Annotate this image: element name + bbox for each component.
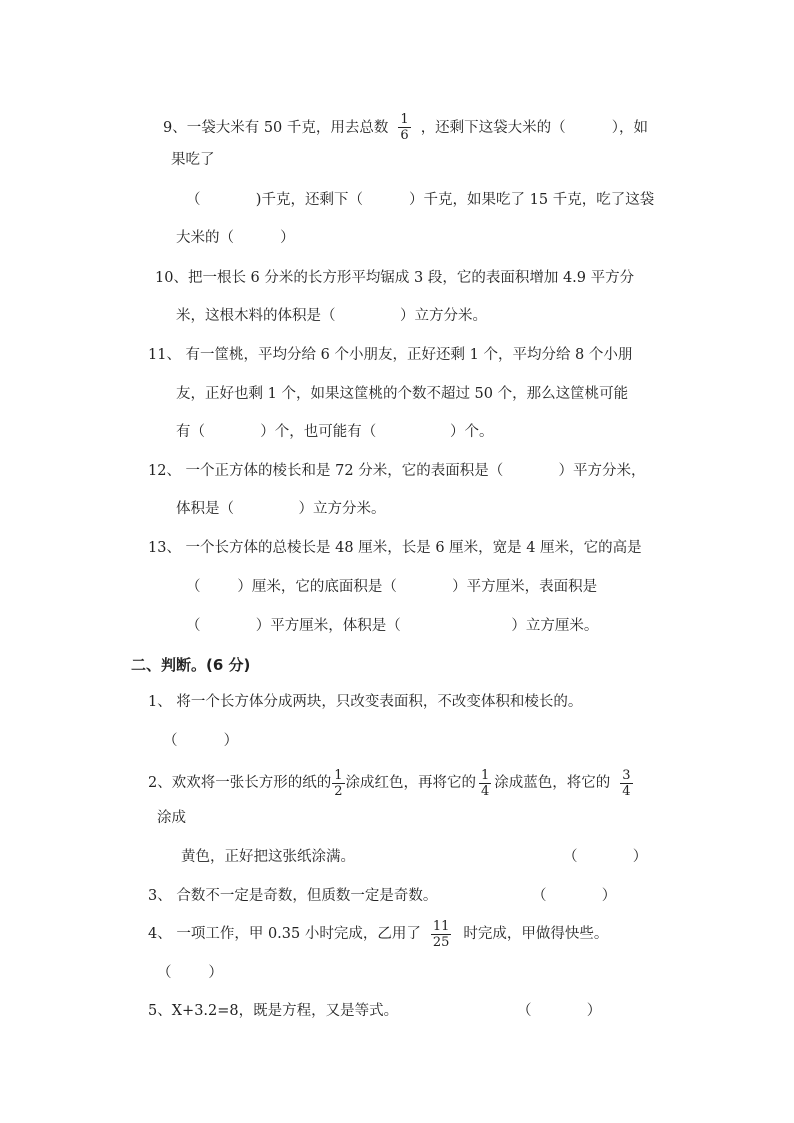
j2-paren xyxy=(563,847,647,867)
q11-line2 xyxy=(176,384,628,404)
q11-line1 xyxy=(148,345,632,365)
j2-line2 xyxy=(157,808,186,828)
q12-text-b: 体积是（ ）立方分米。 xyxy=(176,501,386,517)
q9-text-e: 大米的（ ） xyxy=(176,230,295,246)
q13-line1 xyxy=(148,538,642,558)
q12-line2 xyxy=(176,499,386,519)
q9-text-b: ，还剩下这袋大米的（ ），如 xyxy=(420,119,649,136)
j2-fraction-2 xyxy=(479,768,491,799)
j2-text-d: 涂成 xyxy=(157,810,186,826)
q9-text-d: （ )千克，还剩下（ ）千克，如果吃了 15 千克，吃了这袋 xyxy=(186,192,655,208)
j2-text-e: 黄色，正好把这张纸涂满。 xyxy=(181,849,355,865)
j5-paren xyxy=(517,1001,601,1021)
q11-line3 xyxy=(176,422,494,442)
j4-fraction-den: 25 xyxy=(432,934,450,950)
j5-line1 xyxy=(148,1001,398,1021)
j5-paren-text: （ ） xyxy=(517,1003,602,1019)
j4-line1 xyxy=(148,916,608,952)
q9-line4 xyxy=(176,228,295,248)
q10-line2 xyxy=(176,306,487,326)
j2-text-b: 涂成红色，再将它的 xyxy=(345,775,477,791)
j2-fraction-2-num: 1 xyxy=(481,767,490,783)
j2-paren-text: （ ） xyxy=(563,849,648,865)
j4-fraction xyxy=(431,919,452,950)
q9-line3 xyxy=(186,190,654,210)
q9-line2 xyxy=(171,150,215,170)
j1-line1 xyxy=(148,692,582,712)
q13-line2 xyxy=(186,577,597,597)
q13-text-a: 13、 一个长方体的总棱长是 48 厘米，长是 6 厘米，宽是 4 厘米，它的高是 xyxy=(148,540,642,556)
j4-fraction-num: 11 xyxy=(432,918,450,934)
j4-text-b: 时完成，甲做得快些。 xyxy=(463,926,609,942)
j1-line2 xyxy=(163,731,238,751)
j5-text: 5、X+3.2=8，既是方程，又是等式。 xyxy=(148,1003,399,1019)
j2-fraction-3-den: 4 xyxy=(622,783,631,799)
j3-text: 3、 合数不一定是奇数，但质数一定是奇数。 xyxy=(148,888,438,904)
j2-fraction-3 xyxy=(620,768,632,799)
q13-line3 xyxy=(186,616,598,636)
j2-fraction-1-den: 2 xyxy=(334,783,343,799)
q10-line1 xyxy=(155,268,634,288)
j2-fraction-3-num: 3 xyxy=(622,767,631,783)
q10-text-a: 10、把一根长 6 分米的长方形平均锯成 3 段，它的表面积增加 4.9 平方分 xyxy=(155,270,635,286)
j2-line1 xyxy=(148,766,633,800)
j2-fraction-2-den: 4 xyxy=(481,783,490,799)
j3-paren-text: （ ） xyxy=(532,888,617,904)
j2-fraction-1-num: 1 xyxy=(334,767,343,783)
j1-paren: （ ） xyxy=(163,733,239,749)
q9-text-a: 9、一袋大米有 50 千克，用去总数 xyxy=(163,119,389,136)
j3-line1 xyxy=(148,886,437,906)
q11-text-c: 有（ ）个，也可能有（ ）个。 xyxy=(176,424,494,440)
j2-fraction-1 xyxy=(332,768,344,799)
j4-text-a: 4、 一项工作，甲 0.35 小时完成，乙用了 xyxy=(148,926,421,942)
section-2-title: 二、判断。(6 分) xyxy=(131,656,251,674)
q12-line1 xyxy=(148,461,646,481)
q9-fraction-den: 6 xyxy=(400,128,409,143)
q13-text-b: （ ）厘米，它的底面积是（ ）平方厘米，表面积是 xyxy=(186,579,598,595)
q12-text-a: 12、 一个正方体的棱长和是 72 分米，它的表面积是（ ）平方分米， xyxy=(148,463,646,479)
j4-line2 xyxy=(157,963,223,983)
j2-line3 xyxy=(181,847,355,867)
j4-paren: （ ） xyxy=(157,965,223,981)
q10-text-b: 米，这根木料的体积是（ ）立方分米。 xyxy=(176,308,488,324)
q11-text-a: 11、 有一筐桃，平均分给 6 个小朋友，正好还剩 1 个，平均分给 8 个小朋 xyxy=(148,347,633,363)
q9-fraction xyxy=(398,112,410,143)
j2-text-c: 涂成蓝色，将它的 xyxy=(494,775,611,791)
q11-text-b: 友，正好也剩 1 个，如果这筐桃的个数不超过 50 个，那么这筐桃可能 xyxy=(176,386,629,402)
j3-paren xyxy=(532,886,616,906)
j1-text: 1、 将一个长方体分成两块，只改变表面积，不改变体积和棱长的。 xyxy=(148,694,583,710)
q13-text-c: （ ）平方厘米，体积是（ ）立方厘米。 xyxy=(186,618,599,634)
q9-text-c: 果吃了 xyxy=(171,152,215,168)
q9-fraction-num: 1 xyxy=(400,112,409,127)
q9-line1 xyxy=(163,112,648,143)
j2-text-a: 2、欢欢将一张长方形的纸的 xyxy=(148,775,332,791)
